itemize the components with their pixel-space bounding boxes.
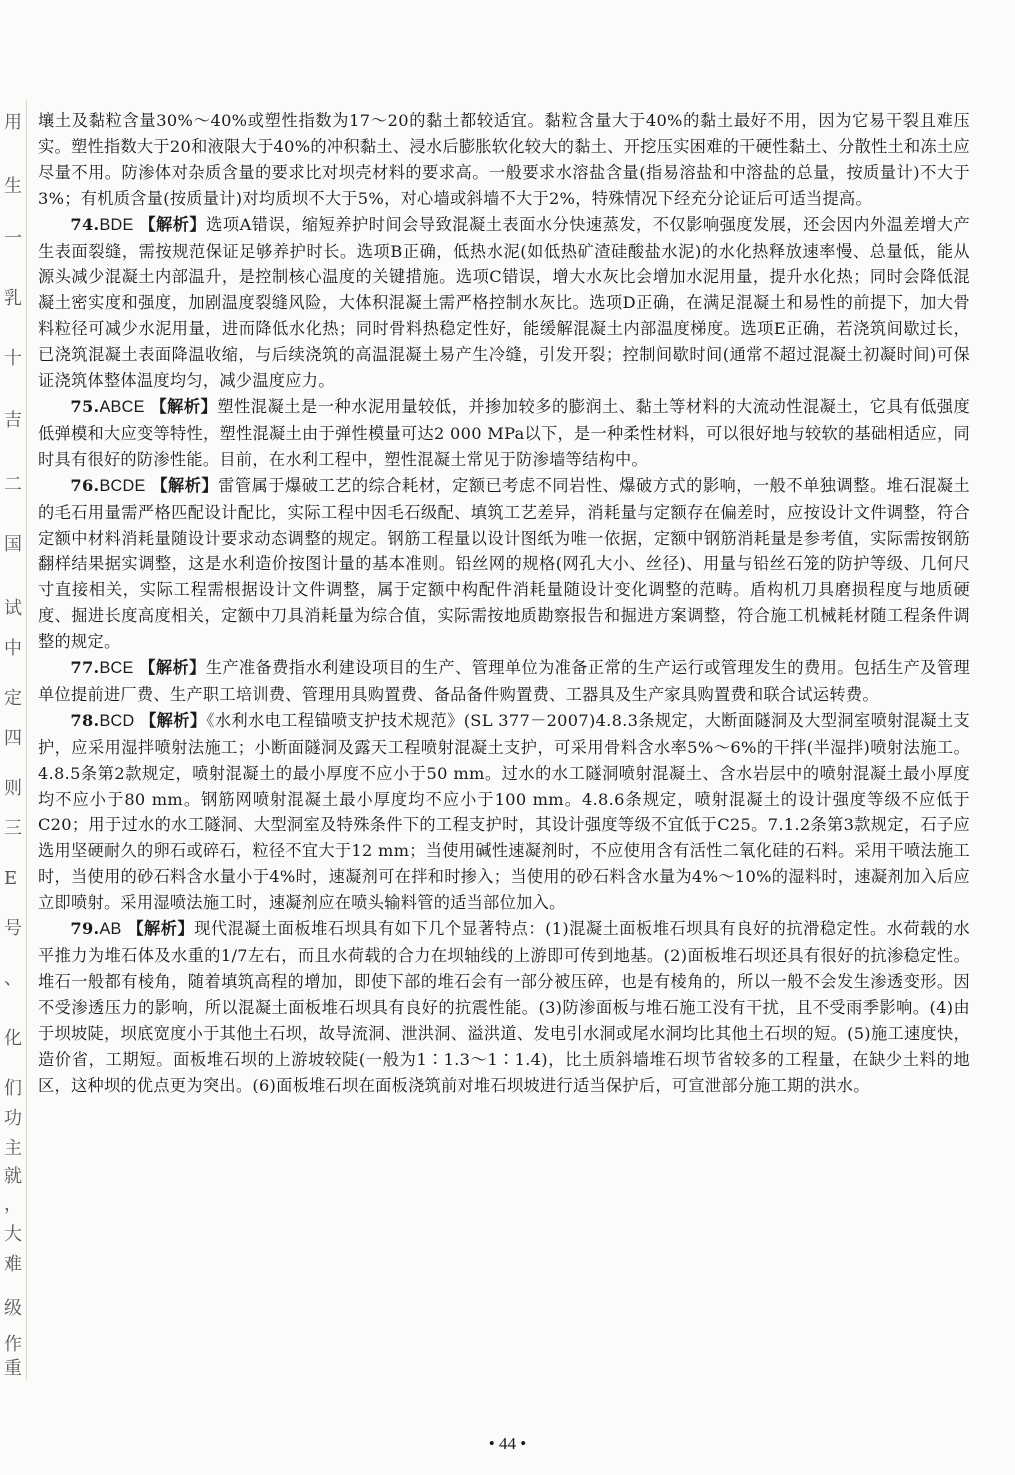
analysis-text: 雷管属于爆破工艺的综合耗材，定额已考虑不同岩性、爆破方式的影响，一般不单独调整。堆石混凝土的毛石用量需严格匹配设计配比，实际工程中因毛石级配、填筑工艺差异，消耗量与定额存在偏差时，应按设计文件调整，符合定额中材料消耗量随设计要求动态调整的规定。钢筋工程量以设计图纸为唯一依据，定额中钢筋消耗量是参考值，实际需按钢筋翻样结果据实调整，这是水利造价按图计量的基本准则。铅丝网的规格(网孔大小、丝径)、用量与铅丝石笼的防护等级、几何尺寸直接相关，实际工程需根据设计文件调整，属于定额中构配件消耗量随设计变化调整的范畴。盾构机刀具磨损程度与地质硬度、掘进长度高度相关，定额中刀具消耗量为综合值，实际需按地质勘察报告和掘进方案调整，符合施工机械耗材随工程条件调整的规定。 xyxy=(38,475,970,652)
analysis-text: 《水利水电工程锚喷支护技术规范》(SL 377－2007)4.8.3条规定，大断面隧洞及大型洞室喷射混凝土支护，应采用湿拌喷射法施工；小断面隧洞及露天工程喷射混凝土支护，可采用骨料含水率5%～6%的干拌(半湿拌)喷射法施工。4.8.5条第2款规定，喷射混凝土的最小厚度不应小于50 mm。过水的水工隧洞喷射混凝土、含水岩层中的喷射混凝土最小厚度均不应小于80 mm。钢筋网喷射混凝土最小厚度均不应小于100 mm。4.8.6条规定，喷射混凝土的设计强度等级不应低于C20；用于过水的水工隧洞、大型洞室及特殊条件下的工程支护时，其设计强度等级不宜低于C25。7.1.2条第3款规定，石子应选用坚硬耐久的卵石或碎石，粒径不宜大于12 mm；当使用碱性速凝剂时，不应使用含有活性二氧化硅的石料。采用干喷法施工时，当使用的砂石料含水量小于4%时，速凝剂可在拌和时掺入；当使用的砂石料含水量为4%～10%的湿料时，速凝剂加入后应立即喷射。采用湿喷法施工时，速凝剂应在喷头输料管的适当部位加入。 xyxy=(38,710,970,913)
question-75-explanation xyxy=(38,394,970,473)
gutter-char: 乳 xyxy=(4,288,22,309)
analysis-tag: 【解析】 xyxy=(127,919,195,939)
gutter-char: 主 xyxy=(4,1138,22,1159)
question-number: 76. xyxy=(70,475,100,495)
question-number: 74. xyxy=(70,214,100,234)
page-number: • 44 • xyxy=(488,1434,527,1453)
answer-explanations xyxy=(38,108,970,1098)
gutter-char: 生 xyxy=(4,176,22,197)
analysis-text: 现代混凝土面板堆石坝具有如下几个显著特点：(1)混凝土面板堆石坝具有良好的抗滑稳定性。水荷载的水平推力为堆石体及水重的1/7左右，而且水荷载的合力在坝轴线的上游即可传到地基。(2)面板堆石坝还具有很好的抗渗稳定性。堆石一般都有棱角，随着填筑高程的增加，即使下部的堆石会有一部分被压碎，也是有棱角的，所以一般不会发生渗透变形。因不受渗透压力的影响，所以混凝土面板堆石坝具有良好的抗震性能。(3)防渗面板与堆石施工没有干扰，且不受雨季影响。(4)由于坝坡陡，坝底宽度小于其他土石坝，故导流洞、泄洪洞、溢洪道、发电引水洞或尾水洞均比其他土石坝的短。(5)施工速度快，造价省，工期短。面板堆石坝的上游坡较陡(一般为1∶1.3～1∶1.4)，比土质斜墙堆石坝节省较多的工程量，在缺少土料的地区，这种坝的优点更为突出。(6)面板堆石坝在面板浇筑前对堆石坝坡进行适当保护后，可宣泄部分施工期的洪水。 xyxy=(38,919,970,1095)
gutter-char: E xyxy=(4,868,18,889)
gutter-char: 用 xyxy=(4,112,22,133)
question-77-explanation xyxy=(38,655,970,708)
gutter-char: 难 xyxy=(4,1254,22,1275)
gutter-char: 就 xyxy=(4,1166,22,1187)
analysis-tag: 【解析】 xyxy=(139,658,206,678)
question-answer: BCE xyxy=(99,659,134,678)
analysis-tag: 【解析】 xyxy=(150,396,218,416)
gutter-char: 号 xyxy=(4,918,22,939)
gutter-char: 作 xyxy=(4,1334,22,1355)
gutter-char: 化 xyxy=(4,1028,22,1049)
analysis-tag: 【解析】 xyxy=(139,214,207,234)
question-78-explanation xyxy=(38,708,970,916)
question-answer: ABCE xyxy=(99,397,145,416)
question-number: 78. xyxy=(70,710,100,730)
gutter-char: 吉 xyxy=(4,410,22,431)
continuation-paragraph: 壤土及黏粒含量30%～40%或塑性指数为17～20的黏土都较适宜。黏粒含量大于40%的黏土最好不用，因为它易干裂且难压实。塑性指数大于20和液限大于40%的冲积黏土、浸水后膨胀软化较大的黏土、开挖压实困难的干硬性黏土、分散性土和冻土应尽量不用。防渗体对杂质含量的要求比对坝壳材料的要求高。一般要求水溶盐含量(指易溶盐和中溶盐的总量，按质量计)不大于3%；有机质含量(按质量计)对均质坝不大于5%，对心墙或斜墙不大于2%，特殊情况下经充分论证后可适当提高。 xyxy=(38,111,970,208)
analysis-text: 选项A错误，缩短养护时间会导致混凝土表面水分快速蒸发，不仅影响强度发展，还会因内外温差增大产生表面裂缝，需按规范保证足够养护时长。选项B正确，低热水泥(如低热矿渣硅酸盐水泥)的水化热释放速率慢、总量低，能从源头减少混凝土内部温升，是控制核心温度的关键措施。选项C错误，增大水灰比会增加水泥用量，提升水化热；同时会降低混凝土密实度和强度，加剧温度裂缝风险，大体积混凝土需严格控制水灰比。选项D正确，在满足混凝土和易性的前提下，加大骨料粒径可减少水泥用量，进而降低水化热；同时骨料热稳定性好，能缓解混凝土内部温度梯度。选项E正确，若浇筑间歇过长，已浇筑混凝土表面降温收缩，与后续浇筑的高温混凝土易产生冷缝，引发开裂；控制间歇时间(通常不超过混凝土初凝时间)可保证浇筑体整体温度均匀，减少温度应力。 xyxy=(38,214,970,391)
gutter-char: 们 xyxy=(4,1078,22,1099)
gutter-char: 定 xyxy=(4,688,22,709)
question-79-explanation xyxy=(38,916,970,1098)
gutter-char: 、 xyxy=(4,968,22,989)
binding-gutter xyxy=(0,100,27,1380)
gutter-char: 重 xyxy=(4,1358,22,1379)
question-answer: BDE xyxy=(99,215,134,234)
gutter-char: 四 xyxy=(4,728,22,749)
question-number: 77. xyxy=(70,658,100,678)
gutter-char: 级 xyxy=(4,1298,22,1319)
question-answer: AB xyxy=(99,920,122,939)
question-answer: BCDE xyxy=(99,476,146,495)
gutter-char: 功 xyxy=(4,1108,22,1129)
gutter-char: ， xyxy=(4,1194,22,1215)
question-number: 75. xyxy=(70,396,100,416)
gutter-char: 试 xyxy=(4,598,22,619)
gutter-char: 国 xyxy=(4,534,22,555)
question-number: 79. xyxy=(70,919,100,939)
gutter-char: 一 xyxy=(4,228,22,249)
analysis-text: 塑性混凝土是一种水泥用量较低，并掺加较多的膨润土、黏土等材料的大流动性混凝土，它具有低强度低弹模和大应变等特性，塑性混凝土由于弹性模量可达2 000 MPa以下，是一种柔性材料，可以很好地与较软的基础相适应，同时具有很好的防渗性能。目前，在水利工程中，塑性混凝土常见于防渗墙等结构中。 xyxy=(38,396,971,469)
gutter-char: 则 xyxy=(4,778,22,799)
analysis-tag: 【解析】 xyxy=(140,710,207,730)
gutter-char: 二 xyxy=(4,474,22,495)
question-74-explanation xyxy=(38,212,970,394)
question-answer: BCD xyxy=(99,711,135,730)
analysis-text: 生产准备费指水利建设项目的生产、管理单位为准备正常的生产运行或管理发生的费用。包括生产及管理单位提前进厂费、生产职工培训费、管理用具购置费、备品备件购置费、工器具及生产家具购置费和联合试运转费。 xyxy=(38,658,971,704)
gutter-char: 十 xyxy=(4,348,22,369)
analysis-tag: 【解析】 xyxy=(151,475,219,495)
gutter-char: 大 xyxy=(4,1224,22,1245)
gutter-char: 三 xyxy=(4,818,22,839)
gutter-char: 中 xyxy=(4,638,22,659)
question-76-explanation xyxy=(38,473,970,655)
